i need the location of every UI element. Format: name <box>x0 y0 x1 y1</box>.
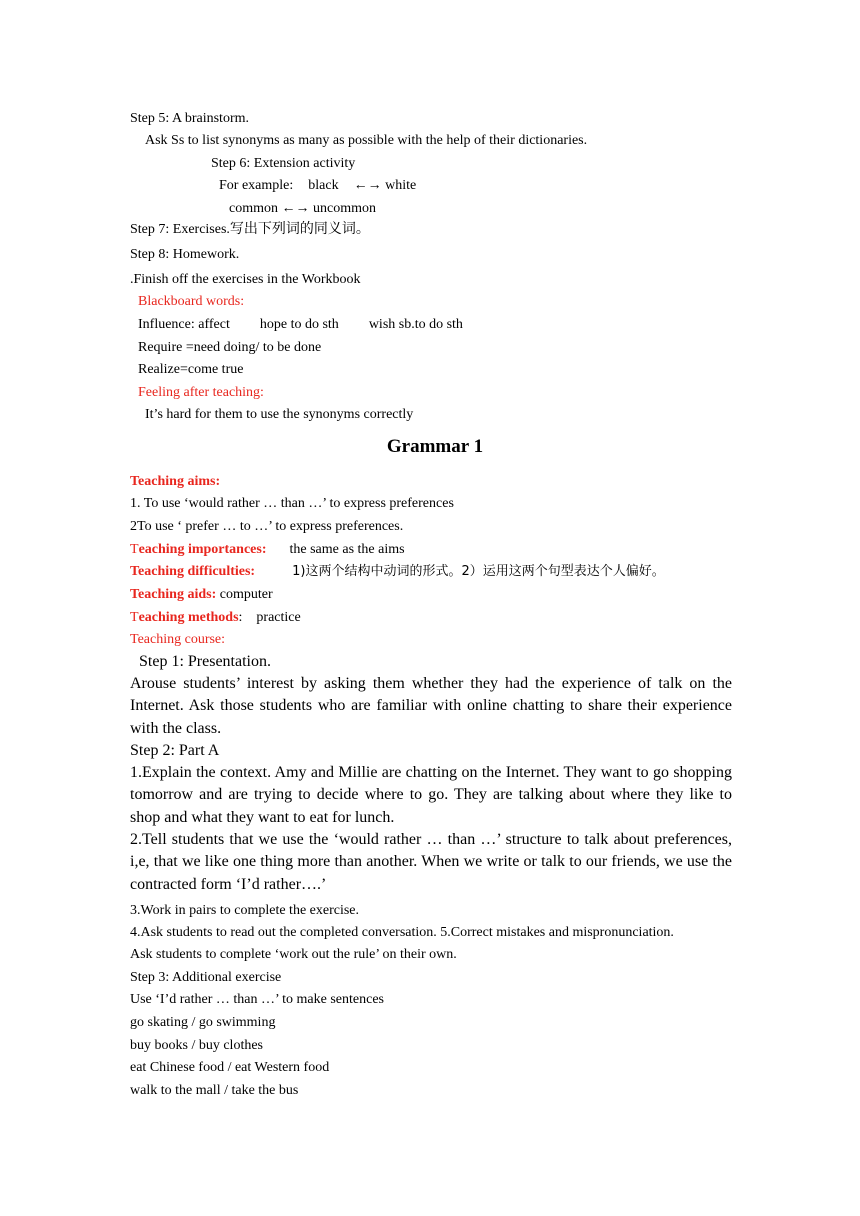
step2-item-2: 2.Tell students that we use the ‘would rather … than …’ structure to talk about preferences, i,e, that we like one thing more than another. When we write or talk to our friends, we use the contracted form ‘I’d rather….’ <box>130 831 732 893</box>
step5-heading: Step 5: A brainstorm. <box>130 111 249 126</box>
step3-instruction: Use ‘I’d rather … than …’ to make sentences <box>130 992 384 1007</box>
teaching-methods-line <box>130 609 301 627</box>
importances-initial: T <box>130 542 139 557</box>
step5-detail: Ask Ss to list synonyms as many as possible with the help of their dictionaries. <box>145 133 588 148</box>
exercise-pair-2: buy books / buy clothes <box>130 1038 263 1053</box>
methods-value: : practice <box>238 610 301 625</box>
step2-item-1: 1.Explain the context. Amy and Millie are chatting on the Internet. They want to go shopping tomorrow and are trying to decide where to go. They are talking about where they like to shop and what they want to eat for lunch. <box>130 764 732 826</box>
teaching-course-label: Teaching course: <box>130 632 226 647</box>
example-lead: For example: <box>219 178 294 193</box>
example-arrow-white: ←→ white <box>353 178 417 193</box>
aids-value: computer <box>216 587 273 602</box>
blackboard-heading: Blackboard words: <box>138 294 245 309</box>
step2-item-3: 3.Work in pairs to complete the exercise. <box>130 903 360 918</box>
aids-label: Teaching aids: <box>130 587 217 602</box>
example-word-black: black <box>308 178 339 193</box>
step1-paragraph: Arouse students’ interest by asking them whether they had the experience of talk on the Internet. Ask those students who are familiar with online chatting to share their experience with the class. <box>130 675 732 737</box>
feeling-text: It’s hard for them to use the synonyms correctly <box>145 407 414 422</box>
example-line-1 <box>219 177 416 195</box>
step2-rule: Ask students to complete ‘work out the rule’ on their own. <box>130 947 457 962</box>
exercise-pair-3: eat Chinese food / eat Western food <box>130 1060 330 1075</box>
exercise-pair-1: go skating / go swimming <box>130 1015 276 1030</box>
aim-2: 2To use ‘ prefer … to …’ to express preferences. <box>130 519 404 534</box>
step8-heading: Step 8: Homework. <box>130 247 240 262</box>
teaching-aids-line <box>130 586 273 604</box>
blackboard-influence: Influence: affect <box>138 317 230 332</box>
step2-heading: Step 2: Part A <box>130 742 220 759</box>
methods-label: eaching methods <box>138 610 239 625</box>
example-line-2: common ←→ uncommon <box>229 201 376 216</box>
feeling-heading: Feeling after teaching: <box>138 385 264 400</box>
methods-initial: T <box>130 610 139 625</box>
blackboard-wish: wish sb.to do sth <box>368 317 463 332</box>
exercise-pair-4: walk to the mall / take the bus <box>130 1083 299 1098</box>
difficulties-label: Teaching difficulties: <box>130 564 256 579</box>
importances-value: the same as the aims <box>289 542 405 557</box>
teaching-aims-label: Teaching aims: <box>130 474 221 489</box>
blackboard-hope: hope to do sth <box>259 317 339 332</box>
step2-item-4: 4.Ask students to read out the completed conversation. 5.Correct mistakes and mispronunciation. <box>130 925 674 940</box>
step3-heading: Step 3: Additional exercise <box>130 970 282 985</box>
step6-heading: Step 6: Extension activity <box>211 156 356 171</box>
teaching-difficulties-line <box>130 563 665 581</box>
step1-heading: Step 1: Presentation. <box>139 653 271 670</box>
section-title: Grammar 1 <box>386 436 484 457</box>
blackboard-require: Require =need doing/ to be done <box>138 340 322 355</box>
blackboard-line-1 <box>138 316 463 334</box>
aim-1: 1. To use ‘would rather … than …’ to express preferences <box>130 496 454 511</box>
blackboard-realize: Realize=come true <box>138 362 244 377</box>
step7-heading: Step 7: Exercises.写出下列词的同义词。 <box>130 222 370 237</box>
importances-label: eaching importances: <box>138 542 267 557</box>
teaching-importances-line <box>130 541 405 559</box>
homework-line: .Finish off the exercises in the Workbook <box>130 272 361 287</box>
difficulties-value: 1)这两个结构中动词的形式。2）运用这两个句型表达个人偏好。 <box>292 564 665 579</box>
